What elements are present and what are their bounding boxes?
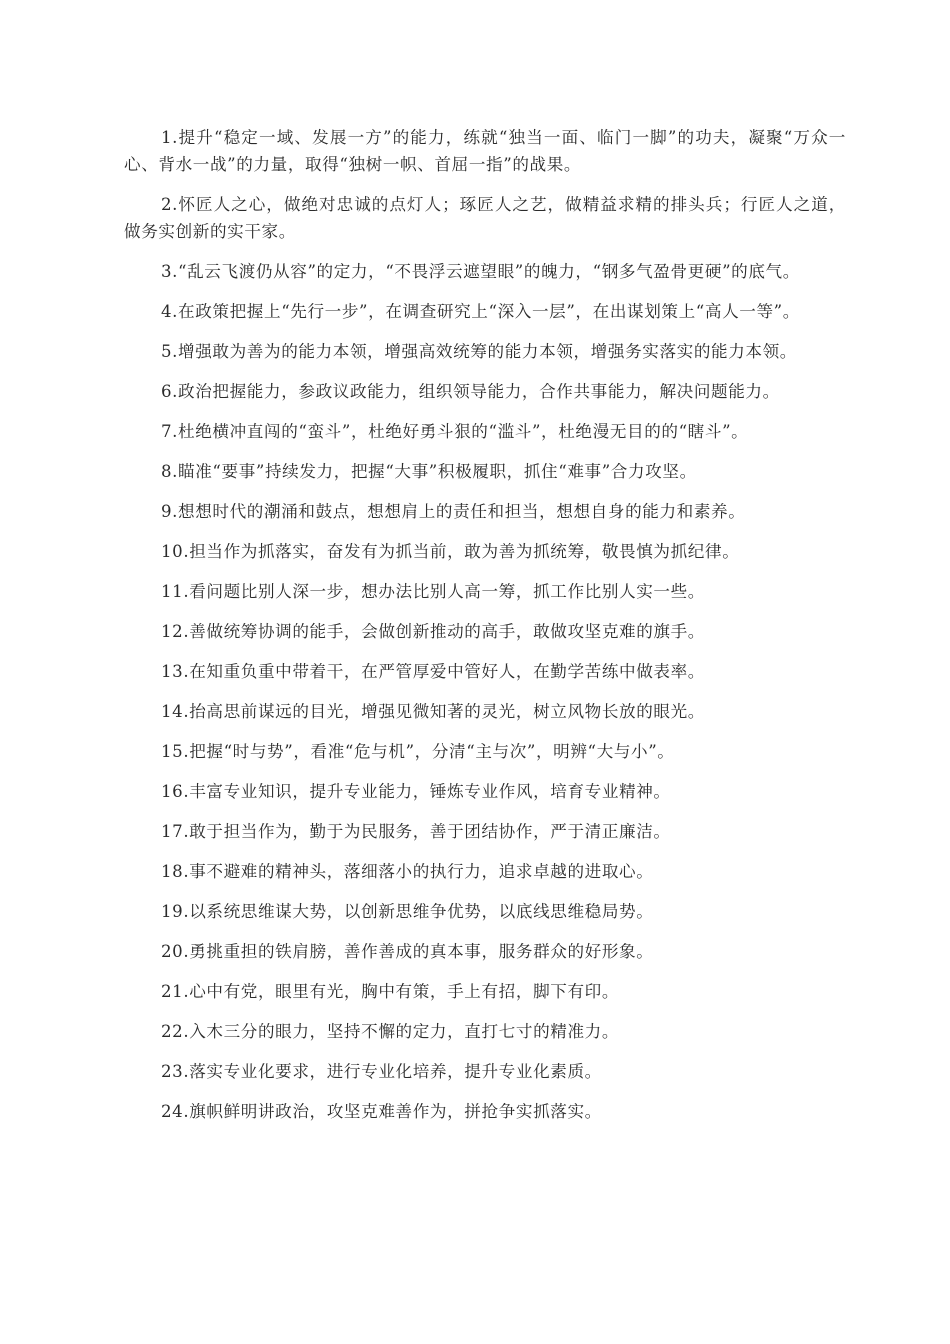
list-item: 1.提升“稳定一域、发展一方”的能力，练就“独当一面、临门一脚”的功夫，凝聚“万众一心、背水一战”的力量，取得“独树一帜、首屈一指”的战果。 [124, 128, 846, 174]
list-item: 12.善做统筹协调的能手，会做创新推动的高手，敢做攻坚克难的旗手。 [161, 622, 705, 641]
list-item: 10.担当作为抓落实，奋发有为抓当前，敢为善为抓统筹，敬畏慎为抓纪律。 [161, 542, 740, 561]
list-item: 18.事不避难的精神头，落细落小的执行力，追求卓越的进取心。 [161, 862, 654, 881]
list-item: 7.杜绝横冲直闯的“蛮斗”，杜绝好勇斗狠的“滥斗”，杜绝漫无目的的“瞎斗”。 [161, 422, 749, 441]
list-item: 6.政治把握能力，参政议政能力，组织领导能力，合作共事能力，解决问题能力。 [161, 382, 780, 401]
list-item: 21.心中有党，眼里有光，胸中有策，手上有招，脚下有印。 [161, 982, 620, 1001]
list-item: 23.落实专业化要求，进行专业化培养，提升专业化素质。 [161, 1062, 602, 1081]
list-item: 14.抬高思前谋远的目光，增强见微知著的灵光，树立风物长放的眼光。 [161, 702, 705, 721]
phrase-list [124, 124, 846, 1125]
list-item: 15.把握“时与势”，看准“危与机”，分清“主与次”，明辨“大与小”。 [161, 742, 675, 761]
list-item: 11.看问题比别人深一步，想办法比别人高一筹，抓工作比别人实一些。 [161, 582, 705, 601]
list-item: 2.怀匠人之心，做绝对忠诚的点灯人；琢匠人之艺，做精益求精的排头兵；行匠人之道，做务实创新的实干家。 [124, 195, 846, 241]
list-item: 9.想想时代的潮涌和鼓点，想想肩上的责任和担当，想想自身的能力和素养。 [161, 502, 746, 521]
list-item: 4.在政策把握上“先行一步”，在调查研究上“深入一层”，在出谋划策上“高人一等”。 [161, 302, 800, 321]
list-item: 20.勇挑重担的铁肩膀，善作善成的真本事，服务群众的好形象。 [161, 942, 654, 961]
list-item: 8.瞄准“要事”持续发力，把握“大事”积极履职，抓住“难事”合力攻坚。 [161, 462, 697, 481]
list-item: 16.丰富专业知识，提升专业能力，锤炼专业作风，培育专业精神。 [161, 782, 671, 801]
list-item: 19.以系统思维谋大势，以创新思维争优势，以底线思维稳局势。 [161, 902, 654, 921]
list-item: 17.敢于担当作为，勤于为民服务，善于团结协作，严于清正廉洁。 [161, 822, 671, 841]
list-item: 3.“乱云飞渡仍从容”的定力，“不畏浮云遮望眼”的魄力，“钢多气盈骨更硬”的底气。 [161, 262, 800, 281]
list-item: 24.旗帜鲜明讲政治，攻坚克难善作为，拼抢争实抓落实。 [161, 1102, 602, 1121]
list-item: 13.在知重负重中带着干，在严管厚爱中管好人，在勤学苦练中做表率。 [161, 662, 705, 681]
list-item: 22.入木三分的眼力，坚持不懈的定力，直打七寸的精准力。 [161, 1022, 620, 1041]
list-item: 5.增强敢为善为的能力本领，增强高效统筹的能力本领，增强务实落实的能力本领。 [161, 342, 798, 361]
